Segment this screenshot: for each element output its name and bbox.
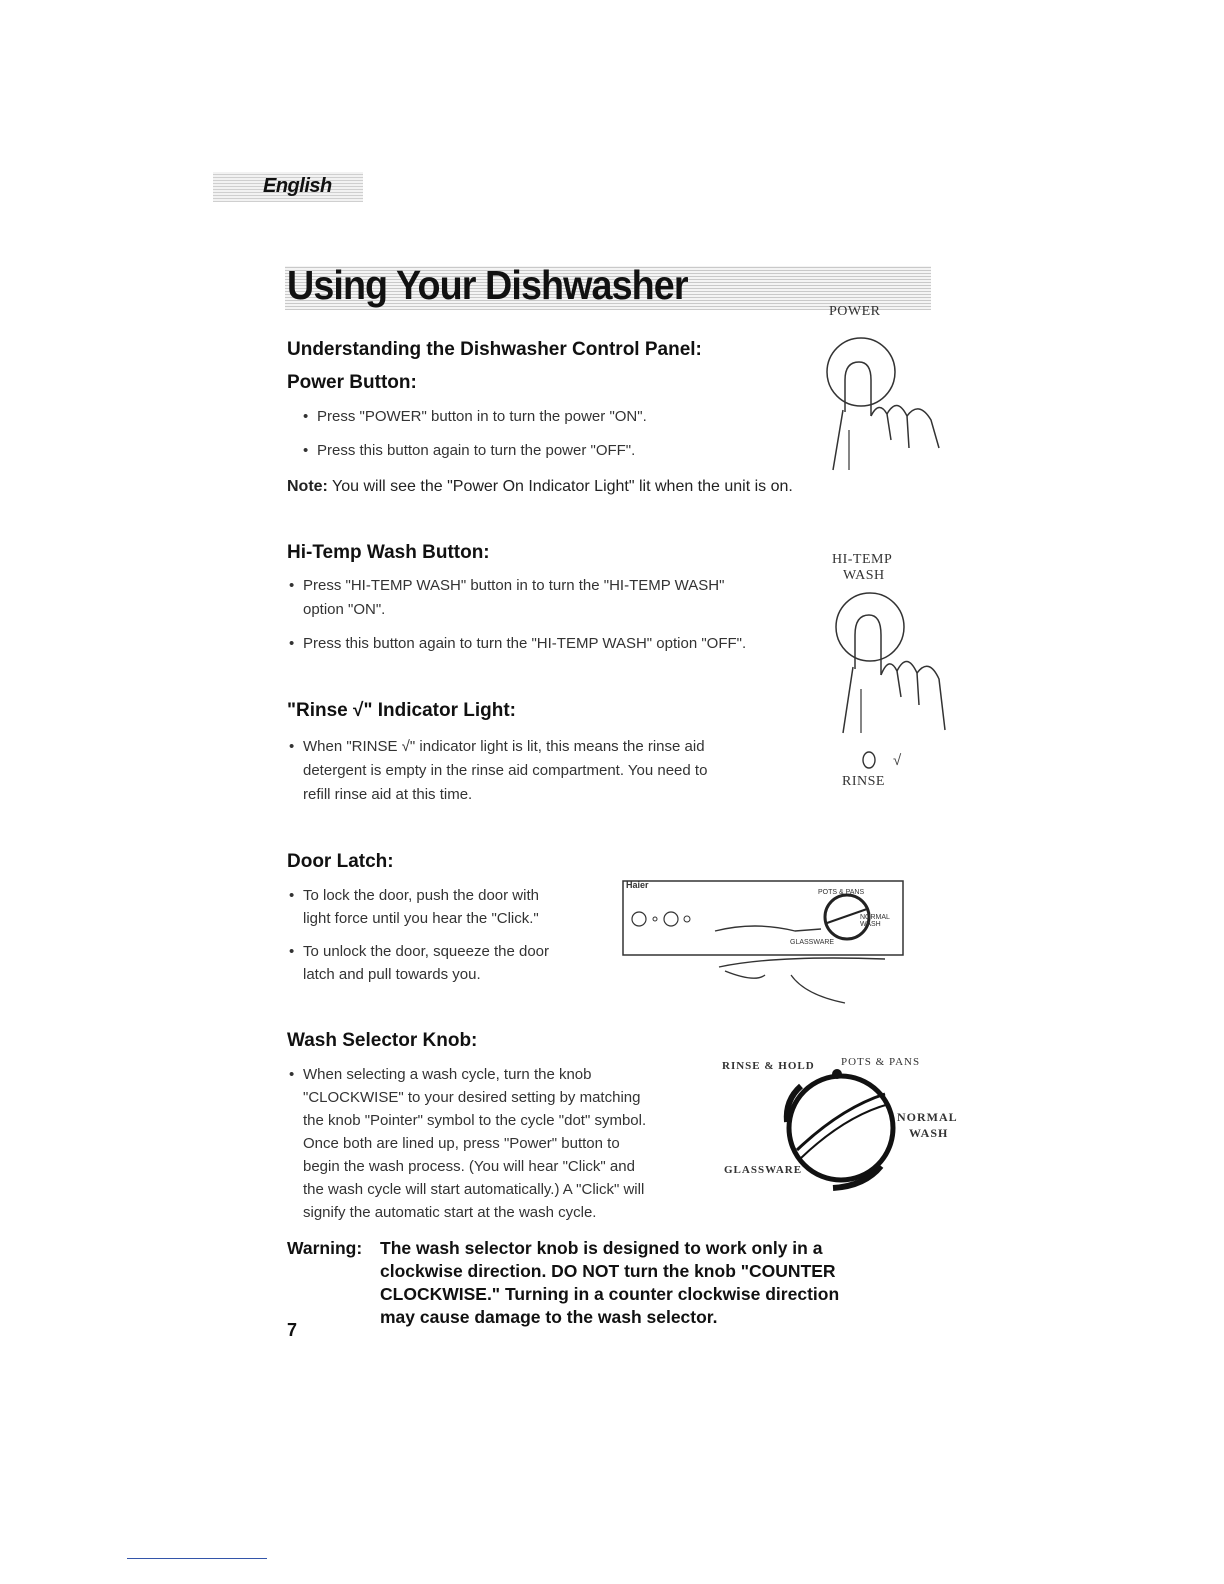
rinse-indicator-icon bbox=[858, 749, 880, 771]
wash-selector-line-5: begin the wash process. (You will hear "Click" and bbox=[303, 1158, 635, 1175]
page-title: Using Your Dishwasher bbox=[287, 262, 688, 308]
control-panel-illustration bbox=[615, 875, 910, 1010]
door-latch-bullet-2-line1: • To unlock the door, squeeze the door bbox=[303, 942, 549, 962]
power-figure-label: POWER bbox=[829, 304, 881, 319]
rinse-figure-label: RINSE bbox=[842, 774, 885, 789]
hitemp-heading: Hi-Temp Wash Button: bbox=[287, 542, 490, 563]
door-latch-bullet-2-line2: latch and pull towards you. bbox=[303, 966, 481, 983]
hitemp-bullet-2: • Press this button again to turn the "HI-TEMP WASH" option "OFF". bbox=[303, 634, 746, 654]
knob-label-rinse-hold: RINSE & HOLD bbox=[722, 1060, 815, 1072]
warning-line-2: clockwise direction. DO NOT turn the knob "COUNTER bbox=[380, 1261, 836, 1281]
panel-brand: Haier bbox=[626, 880, 649, 890]
wash-selector-knob-illustration bbox=[775, 1060, 915, 1200]
wash-selector-line-1: • When selecting a wash cycle, turn the knob bbox=[303, 1065, 592, 1085]
warning-label: Warning: bbox=[287, 1238, 363, 1258]
power-note bbox=[287, 478, 793, 496]
knob-label-pots-pans: POTS & PANS bbox=[841, 1056, 921, 1068]
panel-label-glassware: GLASSWARE bbox=[790, 939, 835, 946]
panel-label-normal: NORMAL WASH bbox=[860, 914, 890, 928]
wash-selector-line-4: Once both are lined up, press "Power" button to bbox=[303, 1135, 620, 1152]
hitemp-bullet-1-line2: option "ON". bbox=[303, 601, 386, 618]
wash-selector-line-7: signify the automatic start at the wash cycle. bbox=[303, 1204, 597, 1221]
warning-body bbox=[380, 1237, 910, 1329]
power-bullet-2: • Press this button again to turn the power "OFF". bbox=[317, 441, 635, 461]
knob-label-wash: WASH bbox=[909, 1126, 949, 1140]
rinse-heading: "Rinse √" Indicator Light: bbox=[287, 700, 517, 721]
power-button-illustration bbox=[815, 330, 955, 475]
wash-selector-heading: Wash Selector Knob: bbox=[287, 1030, 478, 1051]
rinse-line-1: • When "RINSE √" indicator light is lit, this means the rinse aid bbox=[303, 737, 705, 757]
page-number: 7 bbox=[287, 1320, 298, 1340]
door-latch-heading: Door Latch: bbox=[287, 851, 394, 872]
power-heading: Power Button: bbox=[287, 372, 417, 393]
hitemp-figure-label-2: WASH bbox=[843, 568, 885, 583]
rinse-line-2: detergent is empty in the rinse aid compartment. You need to bbox=[303, 762, 708, 779]
power-bullet-1: • Press "POWER" button in to turn the power "ON". bbox=[317, 407, 647, 427]
panel-label-potspans: POTS & PANS bbox=[818, 889, 865, 896]
warning-line-3: CLOCKWISE." Turning in a counter clockwise direction bbox=[380, 1284, 840, 1304]
door-latch-bullet-1-line2: light force until you hear the "Click." bbox=[303, 910, 539, 927]
hitemp-figure-label-1: HI-TEMP bbox=[832, 552, 893, 567]
note-label: Note: bbox=[287, 478, 328, 495]
wash-selector-line-6: the wash cycle will start automatically.) A "Click" will bbox=[303, 1181, 645, 1198]
warning-line-4: may cause damage to the wash selector. bbox=[380, 1307, 718, 1327]
door-latch-bullet-1-line1: • To lock the door, push the door with bbox=[303, 886, 539, 906]
rinse-line-3: refill rinse aid at this time. bbox=[303, 786, 473, 803]
footer-rule bbox=[127, 1558, 267, 1559]
hitemp-button-illustration bbox=[815, 585, 955, 735]
rinse-check-symbol: √ bbox=[893, 752, 902, 769]
wash-selector-line-2: "CLOCKWISE" to your desired setting by matching bbox=[303, 1089, 641, 1106]
note-text: You will see the "Power On Indicator Light" lit when the unit is on. bbox=[332, 478, 793, 495]
warning-line-1: The wash selector knob is designed to work only in a bbox=[380, 1238, 823, 1258]
hitemp-bullet-1-line1: • Press "HI-TEMP WASH" button in to turn the "HI-TEMP WASH" bbox=[303, 576, 724, 596]
wash-selector-line-3: the knob "Pointer" symbol to the cycle "dot" symbol. bbox=[303, 1112, 647, 1129]
language-label: English bbox=[263, 175, 332, 197]
knob-label-glassware: GLASSWARE bbox=[724, 1164, 803, 1176]
language-tab bbox=[213, 172, 363, 202]
knob-label-normal: NORMAL bbox=[897, 1110, 958, 1124]
control-panel-heading: Understanding the Dishwasher Control Panel: bbox=[287, 339, 702, 360]
